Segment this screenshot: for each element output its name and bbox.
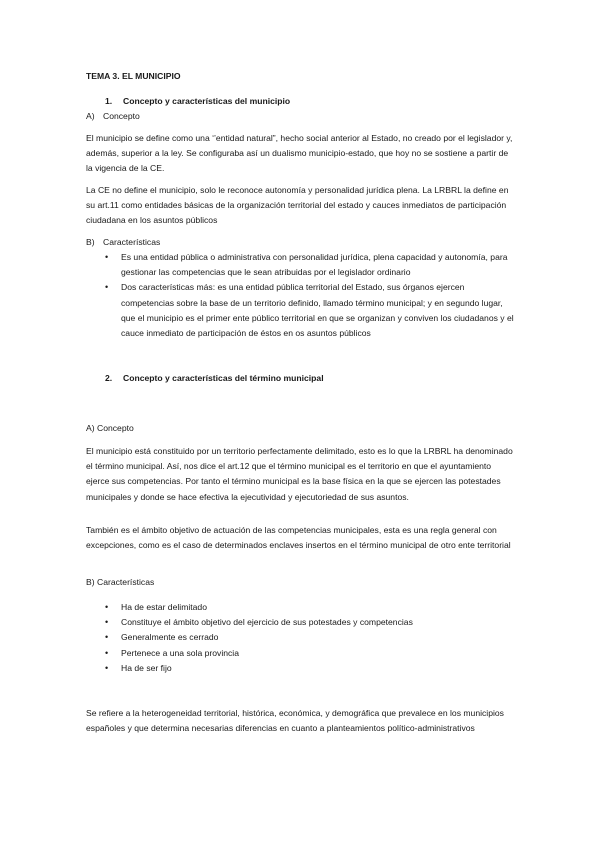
- bullet-icon: •: [105, 282, 109, 293]
- list-item: • Es una entidad pública o administrativa con personalidad jurídica, plena capacidad y autonomía, para gestionar las competencias que le sean atribuidas por el legislador ordinario: [105, 252, 508, 278]
- list-item: • Ha de estar delimitado: [86, 600, 516, 615]
- list-item: • Pertenece a una sola provincia: [86, 646, 516, 661]
- section2-heading: [86, 371, 535, 386]
- section2-subheading-a: A) Concepto: [86, 423, 134, 433]
- section2-number: 2.: [105, 373, 113, 383]
- document-title: TEMA 3. EL MUNICIPIO: [86, 71, 181, 81]
- section1-b-letter: B): [86, 237, 95, 247]
- bullet-icon: •: [105, 647, 109, 658]
- section1-subheading-b: [86, 235, 516, 250]
- section2-bullet-list: [86, 600, 516, 676]
- list-item: • Ha de ser fijo: [86, 661, 516, 676]
- section1-heading-text: Concepto y características del municipio: [123, 96, 291, 106]
- list-item: • Dos características más: es una entidad pública territorial del Estado, sus órganos ejercen competencias sobre la base de un territorio definido, llamado término municipal; y en segundo lugar, que el municipio es el primer ente público territorial en que se organizan y conviven los ciudadanos y el cauce inmediato de participación de éstos en os asuntos públicos: [105, 282, 514, 339]
- closing-paragraph: Se refiere a la heterogeneidad territorial, histórica, económica, y demográfica que prevalece en los municipios españoles y que determina necesarias diferencias en cuanto a planteamientos político-administrativos: [86, 708, 504, 734]
- section1-paragraph-1: El municipio se define como una ‘’entidad natural”, hecho social anterior al Estado, no creado por el legislador y, además, superior a la ley. Se configuraba así un dualismo municipio-estado, que hoy no se sostiene a partir de la vigencia de la CE.: [86, 133, 513, 174]
- bullet-icon: •: [105, 632, 109, 643]
- section1-a-letter: A): [86, 111, 95, 121]
- section1-number: 1.: [105, 96, 113, 106]
- section2-heading-text: Concepto y características del término municipal: [123, 373, 324, 383]
- bullet-icon: •: [105, 662, 109, 673]
- section2-subheading-b: B) Características: [86, 577, 155, 587]
- bullet-icon: •: [105, 602, 109, 612]
- bullet-icon: •: [105, 252, 109, 262]
- section2-paragraph-1: El municipio está constituido por un territorio perfectamente delimitado, esto es lo que la LRBRL ha denominado el término municipal. Así, nos dice el art.12 que el término municipal es el territorio en que el ayuntamiento ejerce sus competencias. Por tanto el término municipal es la base física en la que se ejercen las potestades municipales y donde se hace efectiva la ejecutividad y ejecutoriedad de sus asuntos.: [86, 446, 513, 502]
- bullet-icon: •: [105, 617, 109, 628]
- list-item: • Constituye el ámbito objetivo del ejercicio de sus potestades y competencias: [86, 615, 516, 630]
- section1-paragraph-2: La CE no define el municipio, solo le reconoce autonomía y personalidad jurídica plena. La LRBRL la define en su art.11 como entidades básicas de la organización territorial del estado y cauces inmediatos de participación ciudadana en los asuntos públicos: [86, 185, 509, 226]
- section1-bullet-list: [86, 250, 516, 341]
- section1-heading: [86, 94, 535, 109]
- section1-subheading-a: [86, 109, 516, 124]
- section2-paragraph-2: También es el ámbito objetivo de actuación de las competencias municipales, esta es una regla general con excepciones, como es el caso de determinados enclaves insertos en el término municipal de otro ente territorial: [86, 525, 511, 551]
- section1-a-label: Concepto: [103, 111, 140, 121]
- list-item: • Generalmente es cerrado: [86, 630, 516, 645]
- section1-b-label: Características: [103, 237, 161, 247]
